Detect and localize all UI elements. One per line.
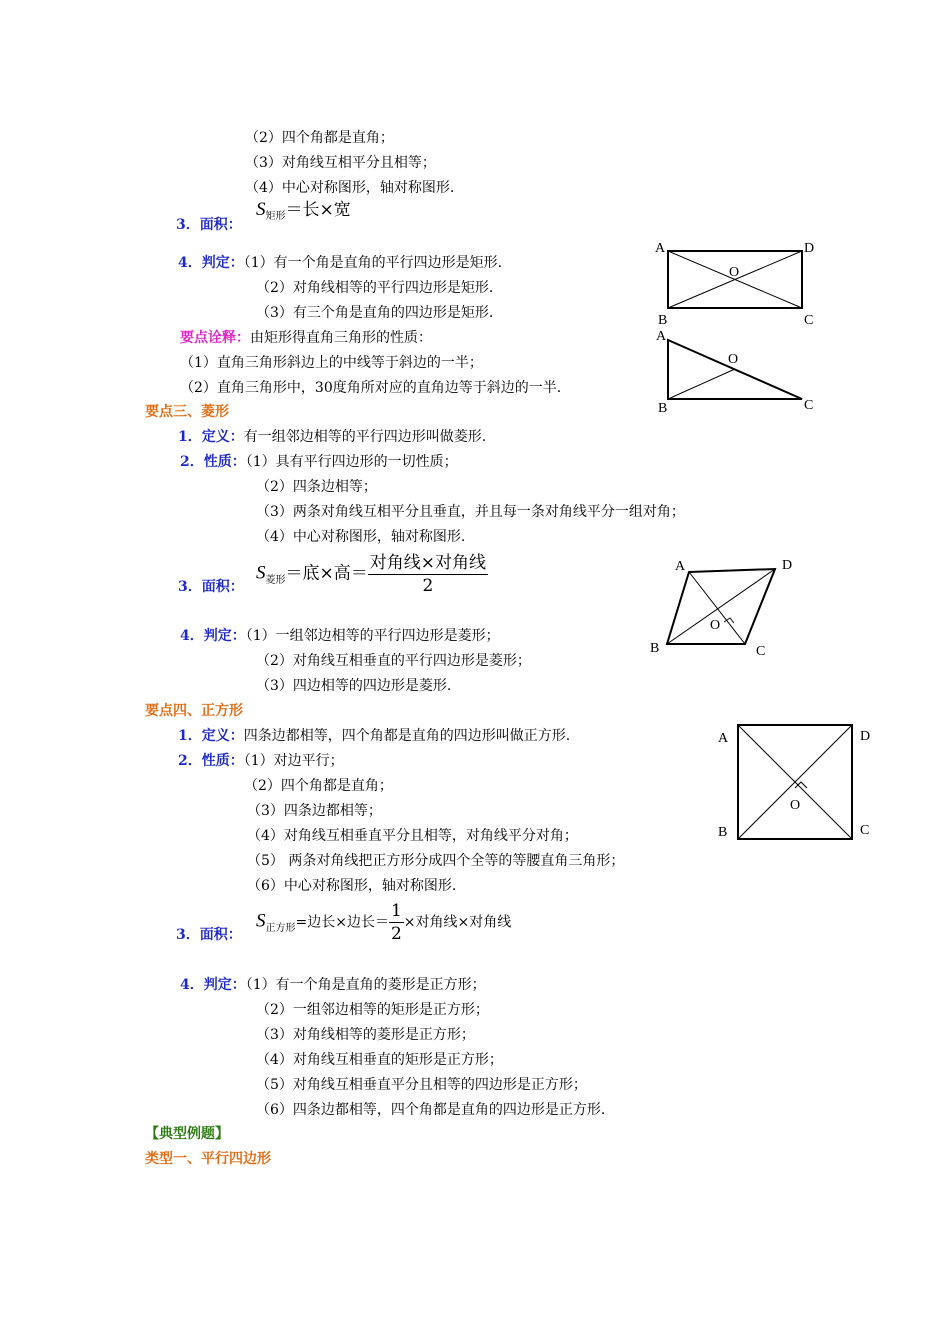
examples-heading: 【典型例题】: [145, 1126, 229, 1142]
rhombus-area-label: 3．面积：: [178, 579, 244, 595]
rhombus-label-d: D: [782, 558, 793, 573]
rect-label-d: D: [804, 241, 815, 256]
square-prop-2: （2）四个角都是直角；: [244, 778, 393, 794]
rhombus-figure: [645, 552, 805, 662]
rhombus-prop-3: （3）两条对角线互相平分且垂直，并且每一条对角线平分一组对角；: [256, 504, 685, 520]
square-prop-row-1: 2．性质：（1）对边平行；: [178, 753, 344, 769]
rhombus-label-b: B: [650, 641, 660, 656]
square-definition: 1．定义：四条边都相等，四个角都是直角的四边形叫做正方形.: [178, 728, 571, 744]
rhombus-heading: 要点三、菱形: [145, 404, 229, 420]
key-note-item-1: （1）直角三角形斜边上的中线等于斜边的一半；: [180, 355, 483, 371]
rect-prop-3: （3）对角线互相平分且相等；: [245, 155, 436, 171]
rhombus-judge-row-1: 4．判定：（1）一组邻边相等的平行四边形是菱形；: [180, 628, 500, 644]
tri-label-b: B: [658, 401, 668, 415]
square-judge-3: （3）对角线相等的菱形是正方形；: [256, 1027, 475, 1043]
square-heading: 要点四、正方形: [145, 703, 243, 719]
square-figure: [710, 715, 885, 850]
rhombus-label-a: A: [675, 559, 686, 574]
rect-judge-2: （2）对角线相等的平行四边形是矩形.: [256, 280, 494, 296]
right-triangle-median: [668, 369, 735, 399]
square-judge-row-1: 4．判定：（1）有一个角是直角的菱形是正方形；: [180, 977, 486, 993]
square-judge-6: （6）四条边都相等，四个角都是直角的四边形是正方形.: [256, 1102, 606, 1118]
rect-judge-3: （3）有三个角是直角的四边形是矩形.: [256, 305, 494, 321]
square-prop-6: （6）中心对称图形，轴对称图形.: [247, 878, 457, 894]
square-judge-4: （4）对角线互相垂直的矩形是正方形；: [256, 1052, 503, 1068]
tri-label-c: C: [804, 398, 814, 413]
rect-label-b: B: [658, 313, 668, 328]
rect-label-o: O: [729, 265, 740, 280]
rect-label-a: A: [655, 241, 666, 256]
square-label-c: C: [860, 823, 870, 838]
rect-judge-row-1: 4．判定：（1）有一个角是直角的平行四边形是矩形.: [178, 255, 503, 271]
rhombus-prop-row-1: 2．性质：（1）具有平行四边形的一切性质；: [180, 454, 458, 470]
rhombus-diagonal-ac: [689, 572, 745, 644]
square-label-a: A: [718, 731, 729, 746]
rhombus-judge-2: （2）对角线互相垂直的平行四边形是菱形；: [256, 653, 531, 669]
rect-prop-4: （4）中心对称图形，轴对称图形.: [245, 180, 455, 196]
square-prop-3: （3）四条边都相等；: [247, 803, 382, 819]
rect-area-formula: $S_{矩形}=$长×宽: [256, 199, 351, 222]
square-label-o: O: [790, 798, 801, 813]
square-area-formula: $S_{正方形}=$边长×边长＝ $\frac{1}{2}$ ×对角线×对角线: [256, 901, 512, 944]
square-area-fraction: $\frac{1}{2}$: [390, 901, 402, 944]
rect-prop-2: （2）四个角都是直角；: [245, 130, 394, 146]
tri-label-o: O: [728, 352, 739, 367]
rect-label-c: C: [804, 313, 814, 328]
square-prop-4: （4）对角线互相垂直平分且相等，对角线平分对角；: [247, 828, 578, 844]
rhombus-judge-3: （3）四边相等的四边形是菱形.: [256, 678, 452, 694]
square-prop-5: （5） 两条对角线把正方形分成四个全等的等腰直角三角形；: [247, 853, 625, 869]
rhombus-definition: 1．定义：有一组邻边相等的平行四边形叫做菱形.: [178, 429, 487, 445]
square-label-b: B: [718, 825, 728, 840]
square-label-d: D: [860, 729, 871, 744]
tri-label-a: A: [656, 329, 667, 344]
rectangle-figure: [650, 235, 825, 330]
square-judge-2: （2）一组邻边相等的矩形是正方形；: [256, 1002, 489, 1018]
key-note-item-2: （2）直角三角形中，30度角所对应的直角边等于斜边的一半.: [180, 380, 562, 396]
rect-area-label: 3．面积：: [176, 217, 242, 233]
rhombus-label-c: C: [756, 644, 766, 659]
square-judge-5: （5）对角线互相垂直平分且相等的四边形是正方形；: [256, 1077, 587, 1093]
rhombus-diagonal-bd: [667, 569, 775, 644]
rhombus-prop-2: （2）四条边相等；: [256, 479, 377, 495]
type-one-heading: 类型一、平行四边形: [145, 1151, 271, 1167]
right-triangle-figure: [650, 325, 825, 415]
rhombus-label-o: O: [710, 618, 721, 633]
square-area-label: 3．面积：: [176, 927, 242, 943]
key-note: 要点诠释：由矩形得直角三角形的性质：: [180, 330, 432, 346]
rhombus-area-formula: $S_{菱形}=$底×高＝ $\frac{\text{对角线×对角线}}{2}$: [256, 553, 486, 596]
rhombus-area-fraction: $\frac{\text{对角线×对角线}}{2}$: [369, 553, 486, 596]
square-right-angle-mark: [795, 782, 807, 788]
rhombus-prop-4: （4）中心对称图形，轴对称图形.: [256, 529, 466, 545]
